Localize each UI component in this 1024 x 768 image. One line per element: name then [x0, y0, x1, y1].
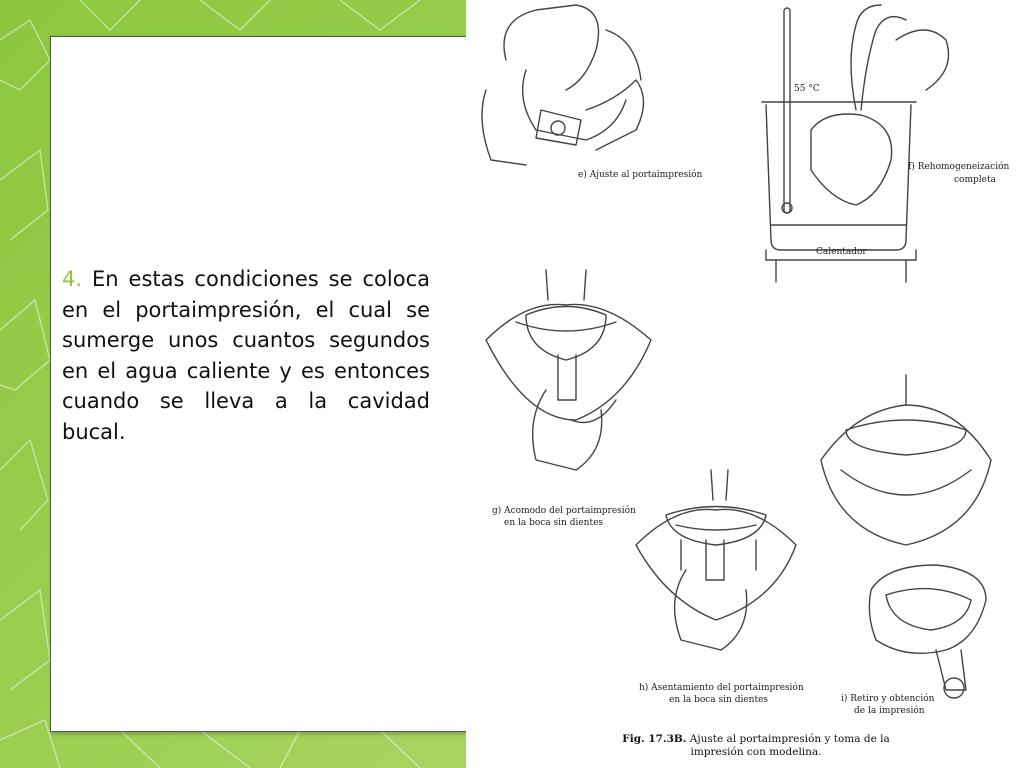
caption-i-line2: de la impresión — [854, 706, 925, 716]
mouth-impression-illustration — [821, 375, 991, 698]
caption-g-line2: en la boca sin dientes — [504, 518, 604, 528]
mouth-tray-illustration-g — [486, 270, 651, 470]
figure-title-text: Ajuste al portaimpresión y toma de la impresión con modelina. — [689, 733, 890, 758]
beaker-illustration — [762, 5, 949, 282]
figure-illustration — [466, 0, 1024, 768]
hands-tray-illustration — [482, 5, 644, 165]
mouth-tray-illustration-h — [636, 470, 796, 650]
caption-h-line1: h) Asentamiento del portaimpresión — [639, 683, 804, 693]
textbook-figure — [466, 0, 1024, 768]
thermometer-label: 55 °C — [794, 84, 820, 94]
figure-title — [606, 733, 906, 759]
caption-h-line2: en la boca sin dientes — [669, 695, 769, 705]
slide-body-text — [62, 264, 430, 447]
step-description: En estas condiciones se coloca en el portaimpresión, el cual se sumerge unos cuantos segundos en el agua caliente y es entonces cuando se lleva a la cavidad bucal. — [62, 267, 430, 444]
heater-label: Calentador — [816, 247, 867, 257]
caption-e: e) Ajuste al portaimpresión — [578, 170, 703, 180]
caption-g-line1: g) Acomodo del portaimpresión — [492, 506, 636, 516]
caption-f-line1: f) Rehomogeneización — [908, 162, 1010, 172]
caption-f-line2: completa — [954, 175, 996, 185]
caption-i-line1: i) Retiro y obtención — [841, 694, 935, 704]
step-number: 4. — [62, 267, 83, 291]
figure-number: Fig. 17.3B. — [622, 733, 687, 745]
